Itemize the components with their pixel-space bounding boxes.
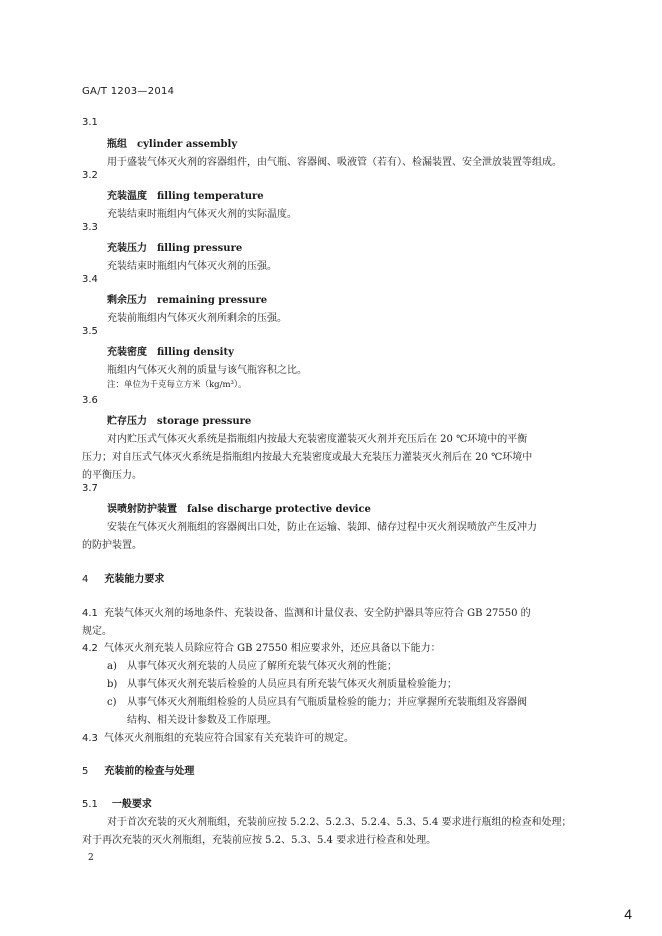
definition-text: 对内贮压式气体灭火系统是指瓶组内按最大充装密度灌装灭火剂并充压后在 20 ℃环境中的平衡 <box>107 434 528 445</box>
section-number: 4 <box>82 574 89 585</box>
list-item-text: 从事气体灭火剂充装的人员应了解所充装气体灭火剂的性能； <box>127 661 397 672</box>
term-en: filling density <box>157 347 234 358</box>
term-heading <box>107 239 242 254</box>
definition-text: 充装结束时瓶组内气体灭火剂的压强。 <box>107 261 277 272</box>
clause-4-3 <box>82 729 354 744</box>
definition-text: 的平衡压力。 <box>82 470 142 481</box>
term-en: false discharge protective device <box>187 504 371 515</box>
list-marker: c) <box>107 697 117 708</box>
term-heading <box>107 412 251 427</box>
term-heading <box>107 187 264 202</box>
clause-number: 3.3 <box>82 222 98 233</box>
standard-code: GA/T 1203—2014 <box>82 86 175 97</box>
clause-number: 3.1 <box>82 117 98 128</box>
term-heading <box>107 291 267 306</box>
clause-number: 3.5 <box>82 326 98 337</box>
term-en: filling pressure <box>157 243 243 254</box>
definition-text: 安装在气体灭火剂瓶组的容器阀出口处，防止在运输、装卸、储存过程中灭火剂误喷放产生反冲力 <box>107 522 537 533</box>
term-zh: 剩余压力 <box>107 295 147 306</box>
clause-number: 3.7 <box>82 483 98 494</box>
term-heading <box>107 135 237 150</box>
clause-number: 3.4 <box>82 274 98 285</box>
clause-number: 3.2 <box>82 170 98 181</box>
term-en: cylinder assembly <box>137 139 238 150</box>
clause-4-2 <box>82 639 441 654</box>
subsection-number: 5.1 <box>82 799 98 810</box>
clause-text: 充装气体灭火剂的场地条件、充装设备、监测和计量仪表、安全防护器具等应符合 GB 27550 的 <box>104 608 531 619</box>
unit-note: 注：单位为千克每立方米（kg/m³）。 <box>107 380 247 390</box>
term-zh: 充装温度 <box>107 191 147 202</box>
list-item-text: 从事气体灭火剂充装后检验的人员应具有所充装气体灭火剂质量检验能力； <box>127 679 457 690</box>
definition-text: 充装前瓶组内气体灭火剂所剩余的压强。 <box>107 313 287 324</box>
list-item-text: 从事气体灭火剂瓶组检验的人员应具有气瓶质量检验的能力；并应掌握所充装瓶组及容器阀 <box>127 697 527 708</box>
clause-number: 4.2 <box>82 643 98 654</box>
term-en: storage pressure <box>157 416 252 427</box>
subsection-heading <box>82 795 152 810</box>
list-item-continuation: 结构、相关设计参数及工作原理。 <box>127 715 277 726</box>
list-item <box>107 675 457 690</box>
clause-number: 3.6 <box>82 395 98 406</box>
term-heading <box>107 343 234 358</box>
section-title: 充装能力要求 <box>104 574 165 585</box>
definition-text: 用于盛装气体灭火剂的容器组件，由气瓶、容器阀、吸液管（若有）、检漏装置、安全泄放装置等组成。 <box>107 157 562 168</box>
term-zh: 误喷射防护装置 <box>107 504 177 515</box>
paragraph-text: 对于再次充装的灭火剂瓶组，充装前应按 5.2、5.3、5.4 要求进行检查和处理。 <box>82 835 437 846</box>
section-number: 5 <box>82 766 89 777</box>
list-marker: b) <box>107 679 118 690</box>
definition-text: 瓶组内气体灭火剂的质量与该气瓶容积之比。 <box>107 365 307 376</box>
section-heading <box>82 570 164 585</box>
term-zh: 充装密度 <box>107 347 147 358</box>
definition-text: 压力；对自压式气体灭火系统是指瓶组内按最大充装密度或最大充装压力灌装灭火剂后在 20 ℃环境中 <box>82 452 533 463</box>
printed-page-number: 2 <box>88 853 94 863</box>
definition-text: 充装结束时瓶组内气体灭火剂的实际温度。 <box>107 209 297 220</box>
clause-text: 气体灭火剂充装人员除应符合 GB 27550 相应要求外，还应具备以下能力： <box>104 643 441 654</box>
term-en: remaining pressure <box>157 295 268 306</box>
clause-number: 4.3 <box>82 733 98 744</box>
term-heading <box>107 500 371 515</box>
term-zh: 充装压力 <box>107 243 147 254</box>
clause-4-1 <box>82 604 531 619</box>
clause-text: 规定。 <box>82 626 112 637</box>
list-item <box>107 657 397 672</box>
section-heading <box>82 762 194 777</box>
sheet-page-number: 4 <box>624 906 632 922</box>
definition-text: 的防护装置。 <box>82 540 142 551</box>
list-marker: a) <box>107 661 117 672</box>
paragraph-text: 对于首次充装的灭火剂瓶组，充装前应按 5.2.2、5.2.3、5.2.4、5.3、5.4 要求进行瓶组的检查和处理； <box>107 817 572 828</box>
list-item <box>107 693 527 708</box>
term-zh: 瓶组 <box>107 139 127 150</box>
subsection-title: 一般要求 <box>111 799 152 810</box>
term-en: filling temperature <box>157 191 264 202</box>
clause-number: 4.1 <box>82 608 98 619</box>
clause-text: 气体灭火剂瓶组的充装应符合国家有关充装许可的规定。 <box>104 733 354 744</box>
section-title: 充装前的检查与处理 <box>104 766 195 777</box>
term-zh: 贮存压力 <box>107 416 147 427</box>
